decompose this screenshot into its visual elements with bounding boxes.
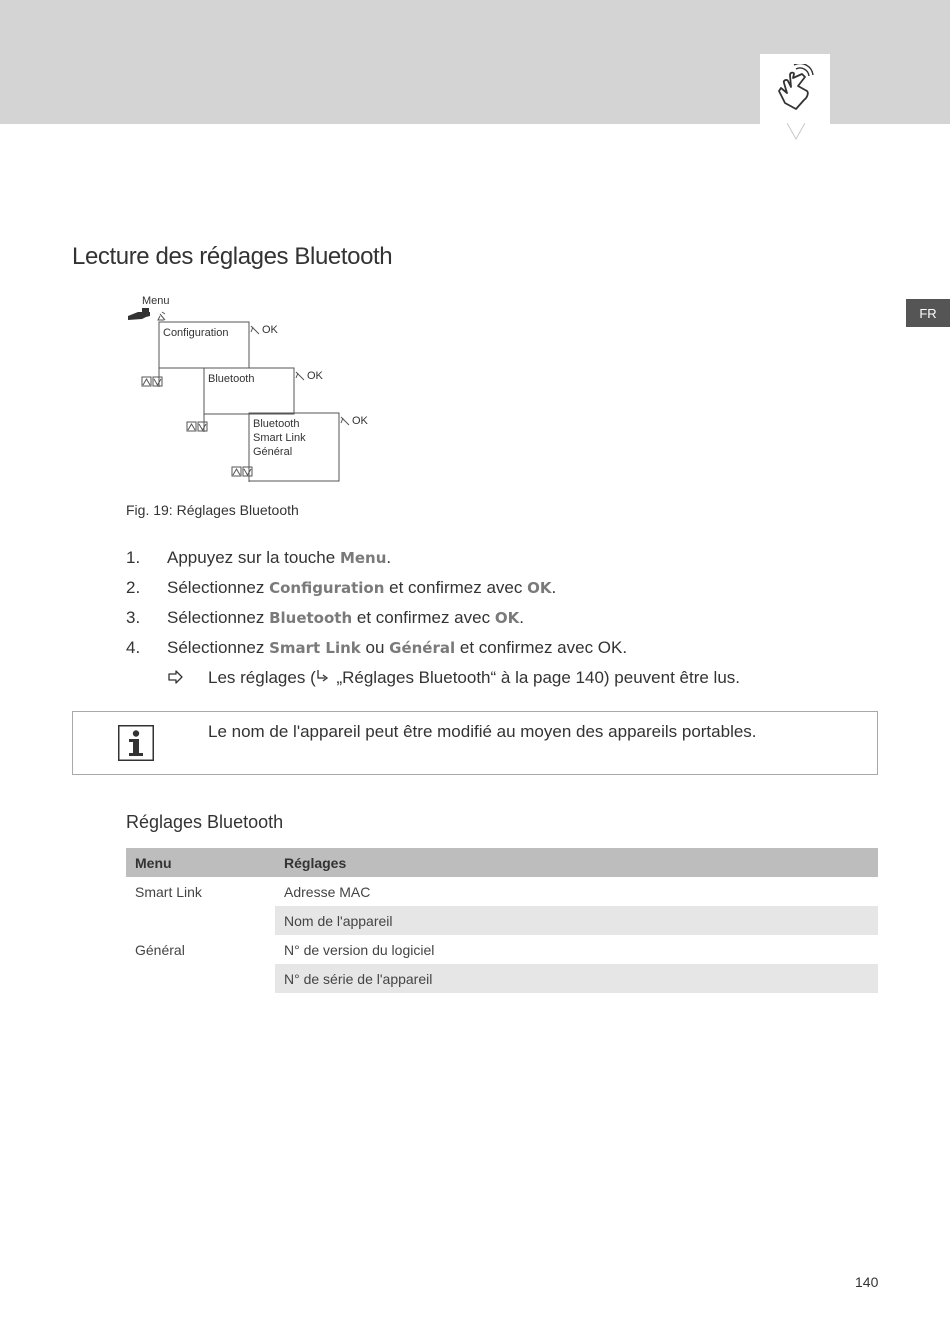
diagram-option-bluetooth: Bluetooth bbox=[253, 418, 300, 430]
table-cell-setting: Nom de l'appareil bbox=[275, 906, 878, 935]
menu-navigation-diagram bbox=[126, 292, 386, 484]
language-tab[interactable]: FR bbox=[906, 299, 950, 327]
step-number: 3. bbox=[126, 608, 141, 627]
settings-table bbox=[126, 848, 878, 993]
step-keyword: Configuration bbox=[269, 579, 385, 597]
table-row bbox=[126, 877, 878, 906]
table-cell-setting: Adresse MAC bbox=[284, 883, 371, 900]
header-icon-tab bbox=[760, 54, 830, 124]
touch-hand-icon bbox=[775, 64, 815, 114]
step-keyword: Général bbox=[389, 639, 456, 657]
step-text-part: Sélectionnez bbox=[167, 608, 270, 627]
column-header-settings: Réglages bbox=[275, 848, 878, 877]
step-text bbox=[167, 636, 627, 660]
step-text bbox=[167, 606, 524, 630]
step-text-part: Appuyez sur la touche bbox=[167, 548, 340, 567]
info-box bbox=[72, 711, 878, 775]
table-row bbox=[126, 935, 878, 964]
page-number: 140 bbox=[855, 1274, 879, 1290]
result-text bbox=[208, 666, 740, 690]
diagram-bluetooth: Bluetooth bbox=[208, 373, 255, 385]
diagram-menu-label: Menu bbox=[142, 295, 170, 307]
result-arrow-icon bbox=[168, 670, 184, 684]
info-icon bbox=[118, 725, 154, 761]
step-text-part: Sélectionnez bbox=[167, 578, 270, 597]
step-number: 4. bbox=[126, 638, 141, 657]
table-row bbox=[126, 964, 878, 993]
step-keyword: Bluetooth bbox=[269, 609, 353, 627]
diagram-ok-2: OK bbox=[307, 370, 323, 382]
step-text bbox=[167, 576, 556, 600]
step-text bbox=[167, 546, 391, 570]
result-text-part: Les réglages ( bbox=[208, 668, 316, 687]
step-text-part: Sélectionnez bbox=[167, 638, 270, 657]
diagram-option-smart-link: Smart Link bbox=[253, 432, 306, 444]
step-keyword: OK bbox=[527, 579, 552, 597]
table-cell-menu: Smart Link bbox=[135, 883, 202, 900]
cross-reference-icon[interactable] bbox=[316, 669, 330, 685]
page-title: Lecture des réglages Bluetooth bbox=[72, 243, 393, 270]
ok-cursor-icon bbox=[341, 417, 349, 425]
step-text-part: et confirmez avec bbox=[384, 578, 528, 597]
table-cell-menu bbox=[126, 964, 275, 993]
ok-cursor-icon bbox=[251, 326, 259, 334]
table-row bbox=[126, 906, 878, 935]
table-cell-setting: N° de version du logiciel bbox=[284, 941, 435, 958]
step-number: 2. bbox=[126, 578, 141, 597]
ok-cursor-icon bbox=[296, 372, 304, 380]
table-header-row bbox=[126, 848, 878, 877]
step-text-part: ou bbox=[360, 638, 390, 657]
table-cell-menu: Général bbox=[135, 941, 185, 958]
step-keyword: Menu bbox=[339, 549, 387, 567]
diagram-ok-3: OK bbox=[352, 415, 368, 427]
header-tab-pointer bbox=[787, 123, 805, 141]
diagram-ok-1: OK bbox=[262, 324, 278, 336]
step-text-part: . bbox=[551, 578, 557, 597]
step-text-part: . bbox=[519, 608, 524, 627]
table-cell-setting: N° de série de l'appareil bbox=[275, 964, 878, 993]
step-keyword: OK bbox=[494, 609, 520, 627]
column-header-menu: Menu bbox=[126, 848, 275, 877]
step-number: 1. bbox=[126, 548, 141, 567]
figure-caption: Fig. 19: Réglages Bluetooth bbox=[126, 502, 299, 518]
section-title: Réglages Bluetooth bbox=[126, 812, 284, 832]
table-cell-menu bbox=[126, 906, 275, 935]
cross-reference-link[interactable]: „Réglages Bluetooth“ à la page 140) peuvent être lus. bbox=[331, 668, 740, 687]
step-text-part: et confirmez avec bbox=[352, 608, 495, 627]
diagram-option-general: Général bbox=[253, 446, 293, 458]
step-text-part: et confirmez avec OK. bbox=[455, 638, 628, 657]
step-text-part: . bbox=[386, 548, 392, 567]
info-text: Le nom de l'appareil peut être modifié au moyen des appareils portables. bbox=[208, 722, 757, 741]
step-keyword: Smart Link bbox=[269, 639, 361, 657]
diagram-configuration: Configuration bbox=[163, 327, 229, 339]
